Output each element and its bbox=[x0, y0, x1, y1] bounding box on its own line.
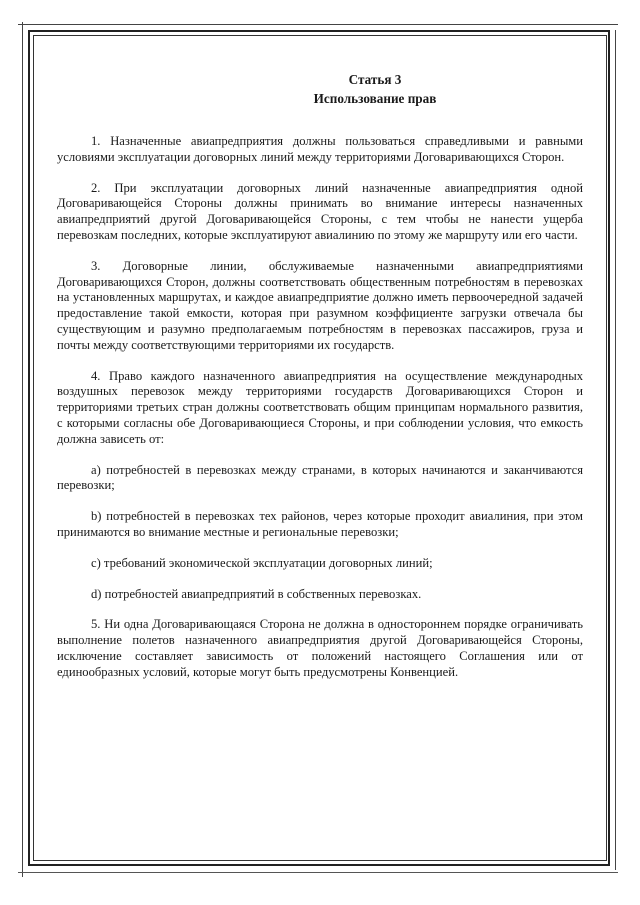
paragraph-5: 5. Ни одна Договаривающаяся Сторона не должна в одностороннем порядке ограничивать выполнение полетов назначенного авиапредприятия другой Договаривающейся Стороны, исключение составляет зависимость от положений настоящего Соглашения или от единообразных условий, которые могут быть предусмотрены Конвенцией. bbox=[57, 617, 583, 679]
condition-b: b) потребностей в перевозках тех районов, через которые проходит авиалиния, при этом принимаются во внимание местные и региональные перевозки; bbox=[57, 509, 583, 539]
scan-edge-left bbox=[22, 22, 23, 877]
scan-edge-bottom bbox=[18, 872, 618, 873]
paragraph-2: 2. При эксплуатации договорных линий назначенные авиапредприятия одной Договаривающейся Стороны должны принимать во внимание интересы назначенных авиапредприятий другой Договаривающейся Стороны, с тем чтобы не нанести ущерба перевозкам последних, которые эксплуатируют авиалинию по этому же маршруту или его части. bbox=[57, 180, 583, 242]
scan-edge-right bbox=[615, 30, 616, 870]
article-title: Статья 3 bbox=[348, 72, 402, 87]
paragraph-3: 3. Договорные линии, обслуживаемые назначенными авиапредприятиями Договаривающихся Сторон, должны соответствовать общественным потребностям в перевозках на установленных маршрутах, и каждое авиапредприятие должно иметь первоочередной задачей предоставление такой емкости, которая при разумном коэффициенте загрузки отвечала бы существующим и разумно предполагаемым потребностям в перевозках пассажиров, груза и почты между соответствующими территориями их государств. bbox=[57, 258, 583, 352]
paragraph-1: 1. Назначенные авиапредприятия должны пользоваться справедливыми и равными условиями эксплуатации договорных линий между территориями Договаривающихся Сторон. bbox=[57, 134, 583, 164]
condition-d: d) потребностей авиапредприятий в собственных перевозках. bbox=[91, 586, 422, 601]
condition-c: c) требований экономической эксплуатации договорных линий; bbox=[91, 555, 433, 570]
article-subtitle: Использование прав bbox=[313, 91, 437, 106]
article-heading bbox=[57, 72, 583, 107]
scan-edge-top bbox=[18, 24, 618, 25]
document-body bbox=[57, 72, 583, 681]
paragraph-4: 4. Право каждого назначенного авиапредприятия на осуществление международных воздушных перевозок между территориями государств Договаривающихся Сторон и территориями третьих стран должны соответствовать общим принципам нормального развития, с которыми согласны обе Договаривающиеся Стороны, и при соблюдении условия, что емкость должна зависеть от: bbox=[57, 368, 583, 446]
condition-a: a) потребностей в перевозках между странами, в которых начинаются и заканчиваются перевозки; bbox=[57, 462, 583, 493]
